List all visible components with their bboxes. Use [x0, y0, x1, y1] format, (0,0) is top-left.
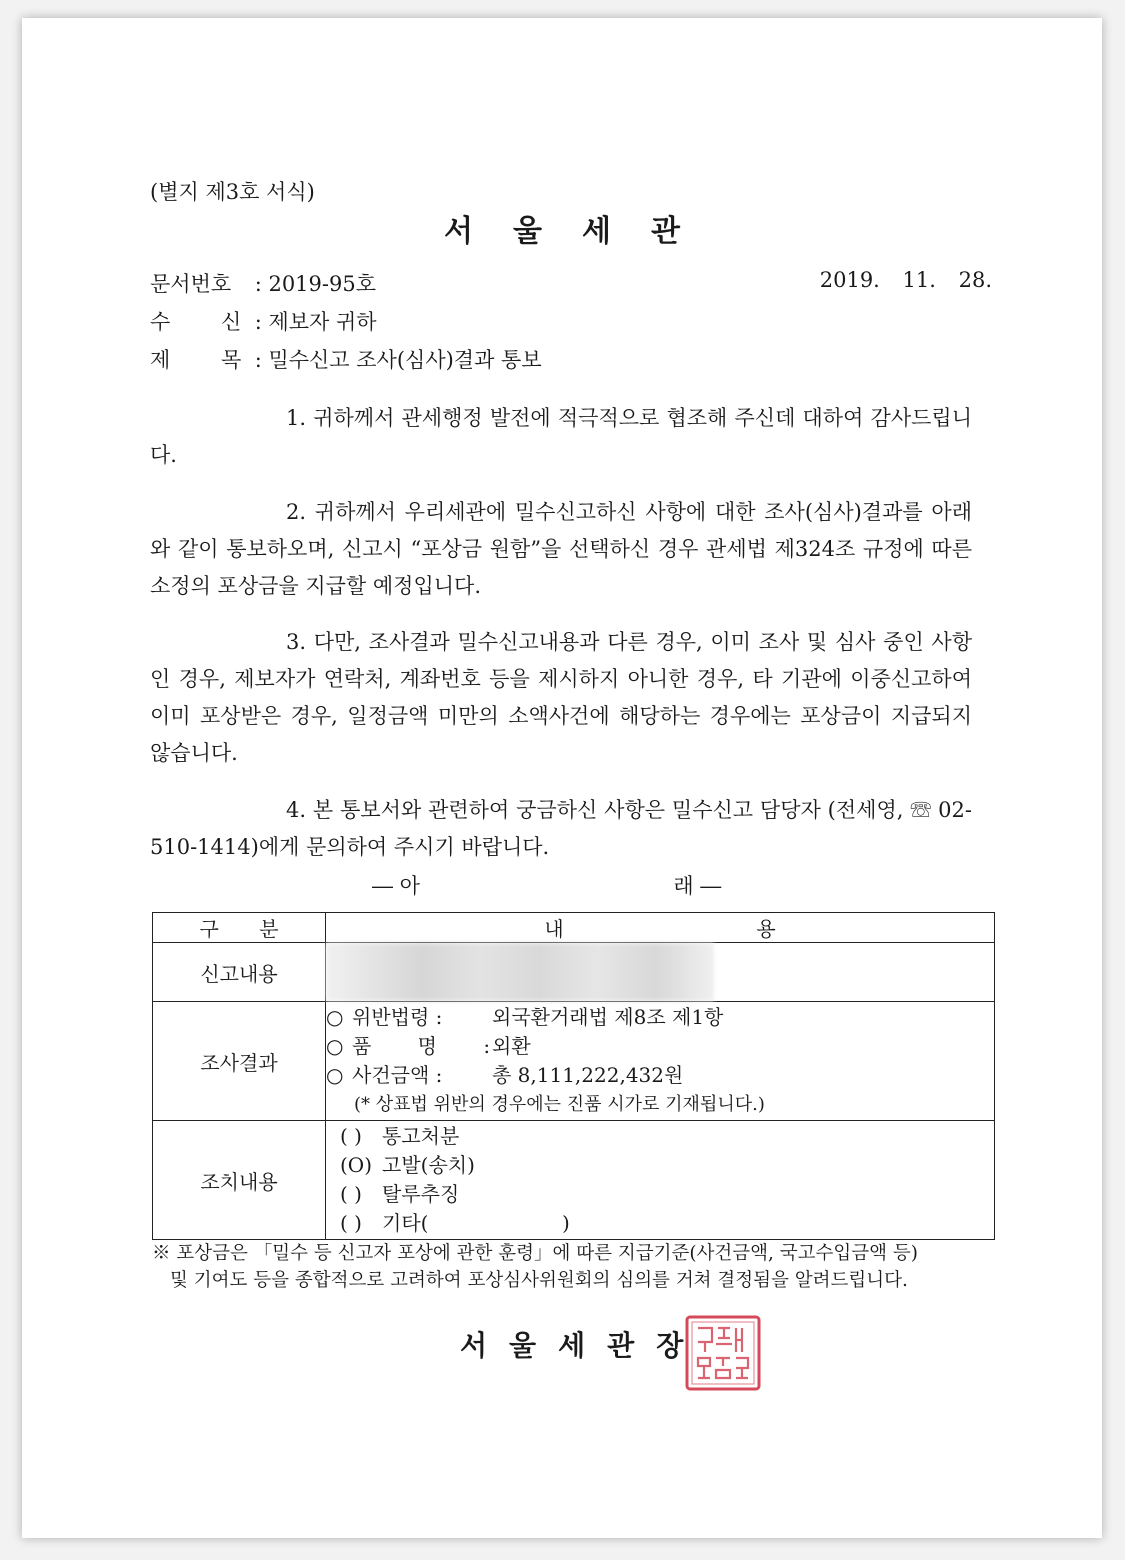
- recipient-value: 제보자 귀하: [268, 310, 377, 334]
- document-date: 2019. 11. 28.: [819, 268, 992, 292]
- table-row-action: [153, 1121, 995, 1240]
- paragraph-2: 2. 귀하께서 우리세관에 밀수신고하신 사항에 대한 조사(심사)결과를 아래와 같이 통보하오며, 신고시 “포상금 원함”을 선택하신 경우 관세법 제324조 규정에 따른 소정의 포상금을 지급할 예정입니다.: [150, 500, 972, 598]
- header-content: 내 용: [326, 913, 995, 943]
- paragraph-1: 1. 귀하께서 관세행정 발전에 적극적으로 협조해 주신데 대하여 감사드립니다.: [150, 406, 972, 467]
- table-row-report: [153, 943, 995, 1002]
- issuer-name: 서울세관장: [460, 1329, 706, 1362]
- footnote: [152, 1240, 982, 1294]
- action-option: ( ) 탈루추징: [340, 1182, 460, 1206]
- action-option: ( ) 기타( ): [340, 1211, 570, 1235]
- result-note: (* 상표법 위반의 경우에는 진품 시가로 기재됩니다.): [354, 1094, 765, 1115]
- result-label: 조사결과: [153, 1002, 326, 1121]
- action-content: [326, 1121, 995, 1240]
- subject-line: [150, 344, 542, 374]
- colon: :: [254, 272, 262, 296]
- doc-number-label: 문서번호: [150, 272, 232, 296]
- subject-value: 밀수신고 조사(심사)결과 통보: [268, 348, 542, 372]
- subject-label: 제 목: [150, 348, 242, 372]
- document-page: [22, 18, 1102, 1538]
- report-content-redacted: [326, 943, 995, 1002]
- footnote-line-1: ※ 포상금은 「밀수 등 신고자 포상에 관한 훈령」에 따른 지급기준(사건금액, 국고수입금액 등): [152, 1243, 918, 1264]
- result-item: ○ 품 명 :외환: [326, 1034, 531, 1058]
- action-option: ( ) 통고처분: [340, 1124, 460, 1148]
- result-item: ○ 위반법령 : 외국환거래법 제8조 제1항: [326, 1005, 724, 1029]
- report-label: 신고내용: [153, 943, 326, 1002]
- recipient-line: [150, 306, 377, 336]
- footnote-line-2: 및 기여도 등을 종합적으로 고려하여 포상심사위원회의 심의를 거쳐 결정됨을 알려드립니다.: [170, 1270, 908, 1291]
- form-label: (별지 제3호 서식): [150, 180, 315, 204]
- doc-number-value: 2019-95호: [268, 272, 376, 296]
- recipient-label: 수 신: [150, 310, 242, 334]
- header-category: 구 분: [153, 913, 326, 943]
- action-label: 조치내용: [153, 1121, 326, 1240]
- official-seal-icon: [684, 1314, 762, 1392]
- paragraph-4: 4. 본 통보서와 관련하여 궁금하신 사항은 밀수신고 담당자 (전세영, ☏ 02-510-1414)에게 문의하여 주시기 바랍니다.: [150, 798, 972, 859]
- colon: :: [254, 310, 262, 334]
- doc-number-line: [150, 268, 376, 298]
- paragraph-3: 3. 다만, 조사결과 밀수신고내용과 다른 경우, 이미 조사 및 심사 중인 사항인 경우, 제보자가 연락처, 계좌번호 등을 제시하지 아니한 경우, 타 기관에 이중신고하여 이미 포상받은 경우, 일정금액 미만의 소액사건에 해당하는 경우에는 포상금이 지급되지 않습니다.: [150, 630, 972, 765]
- colon: :: [254, 348, 262, 372]
- result-content: [326, 1002, 995, 1121]
- result-item: ○ 사건금액 : 총 8,111,222,432원: [326, 1063, 684, 1087]
- result-table: [152, 912, 995, 1240]
- table-row-result: [153, 1002, 995, 1121]
- table-header-row: [153, 913, 995, 943]
- office-title: 서울세관: [444, 214, 720, 249]
- redaction-blur: [326, 943, 714, 1001]
- below-heading: ― 아 래 ―: [372, 874, 722, 898]
- action-option: (O) 고발(송치): [340, 1153, 475, 1177]
